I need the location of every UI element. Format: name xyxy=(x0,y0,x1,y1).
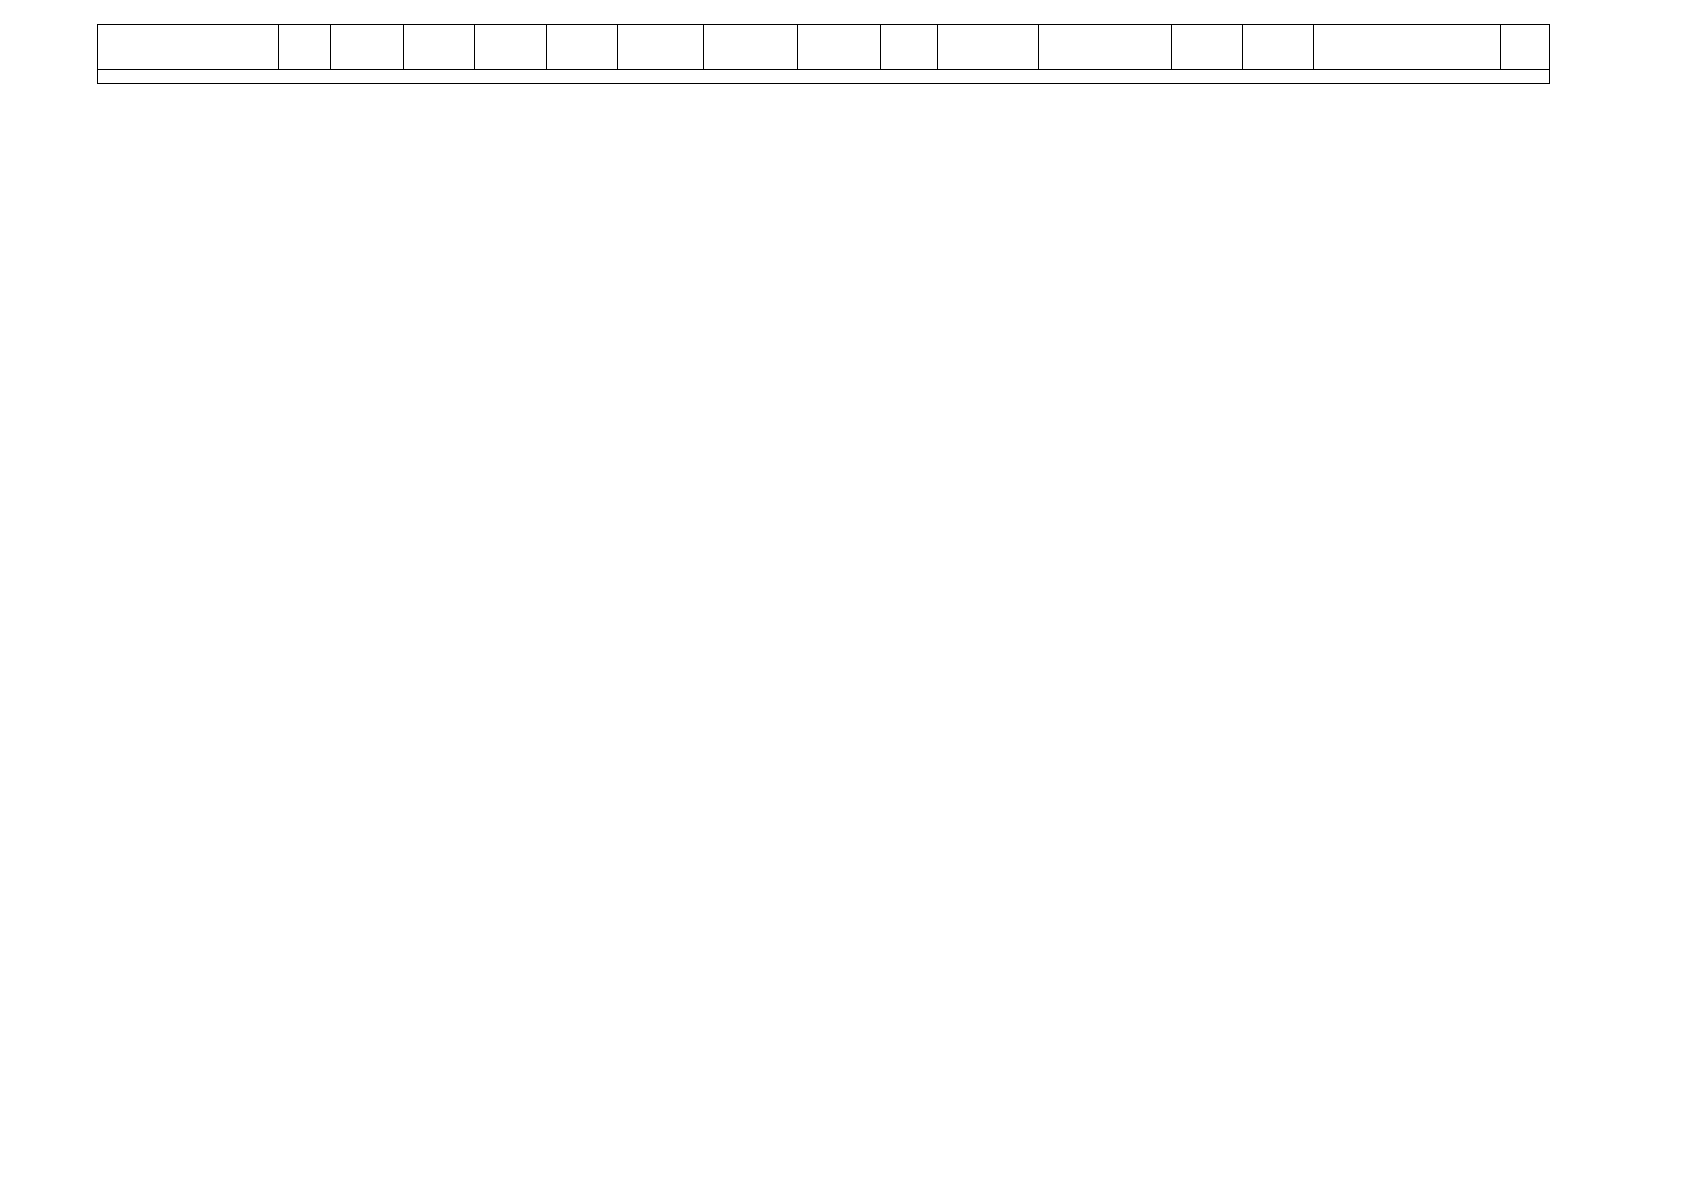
cell-area-residential xyxy=(703,25,797,70)
cell-n xyxy=(98,25,134,70)
cell-fund-method xyxy=(937,25,1038,70)
section-row xyxy=(98,70,1550,84)
capital-repair-table xyxy=(97,24,1550,84)
cell-year-repair xyxy=(331,25,404,70)
cell-code xyxy=(1501,25,1550,70)
cell-cost-owners xyxy=(1313,25,1427,70)
cell-area-private xyxy=(798,25,881,70)
cell-floors xyxy=(474,25,546,70)
cell-total-area xyxy=(617,25,703,70)
cell-cost-other xyxy=(1242,25,1313,70)
cell-wall-material xyxy=(403,25,474,70)
section-title xyxy=(98,70,1550,84)
table-body xyxy=(98,25,1550,84)
cell-residents xyxy=(881,25,938,70)
table-row xyxy=(98,25,1550,70)
cell-deadline xyxy=(1428,25,1501,70)
cell-address xyxy=(134,25,279,70)
cell-entrances xyxy=(546,25,617,70)
cell-cost-total xyxy=(1039,25,1172,70)
cell-year-built xyxy=(279,25,331,70)
cell-cost-fund xyxy=(1171,25,1242,70)
